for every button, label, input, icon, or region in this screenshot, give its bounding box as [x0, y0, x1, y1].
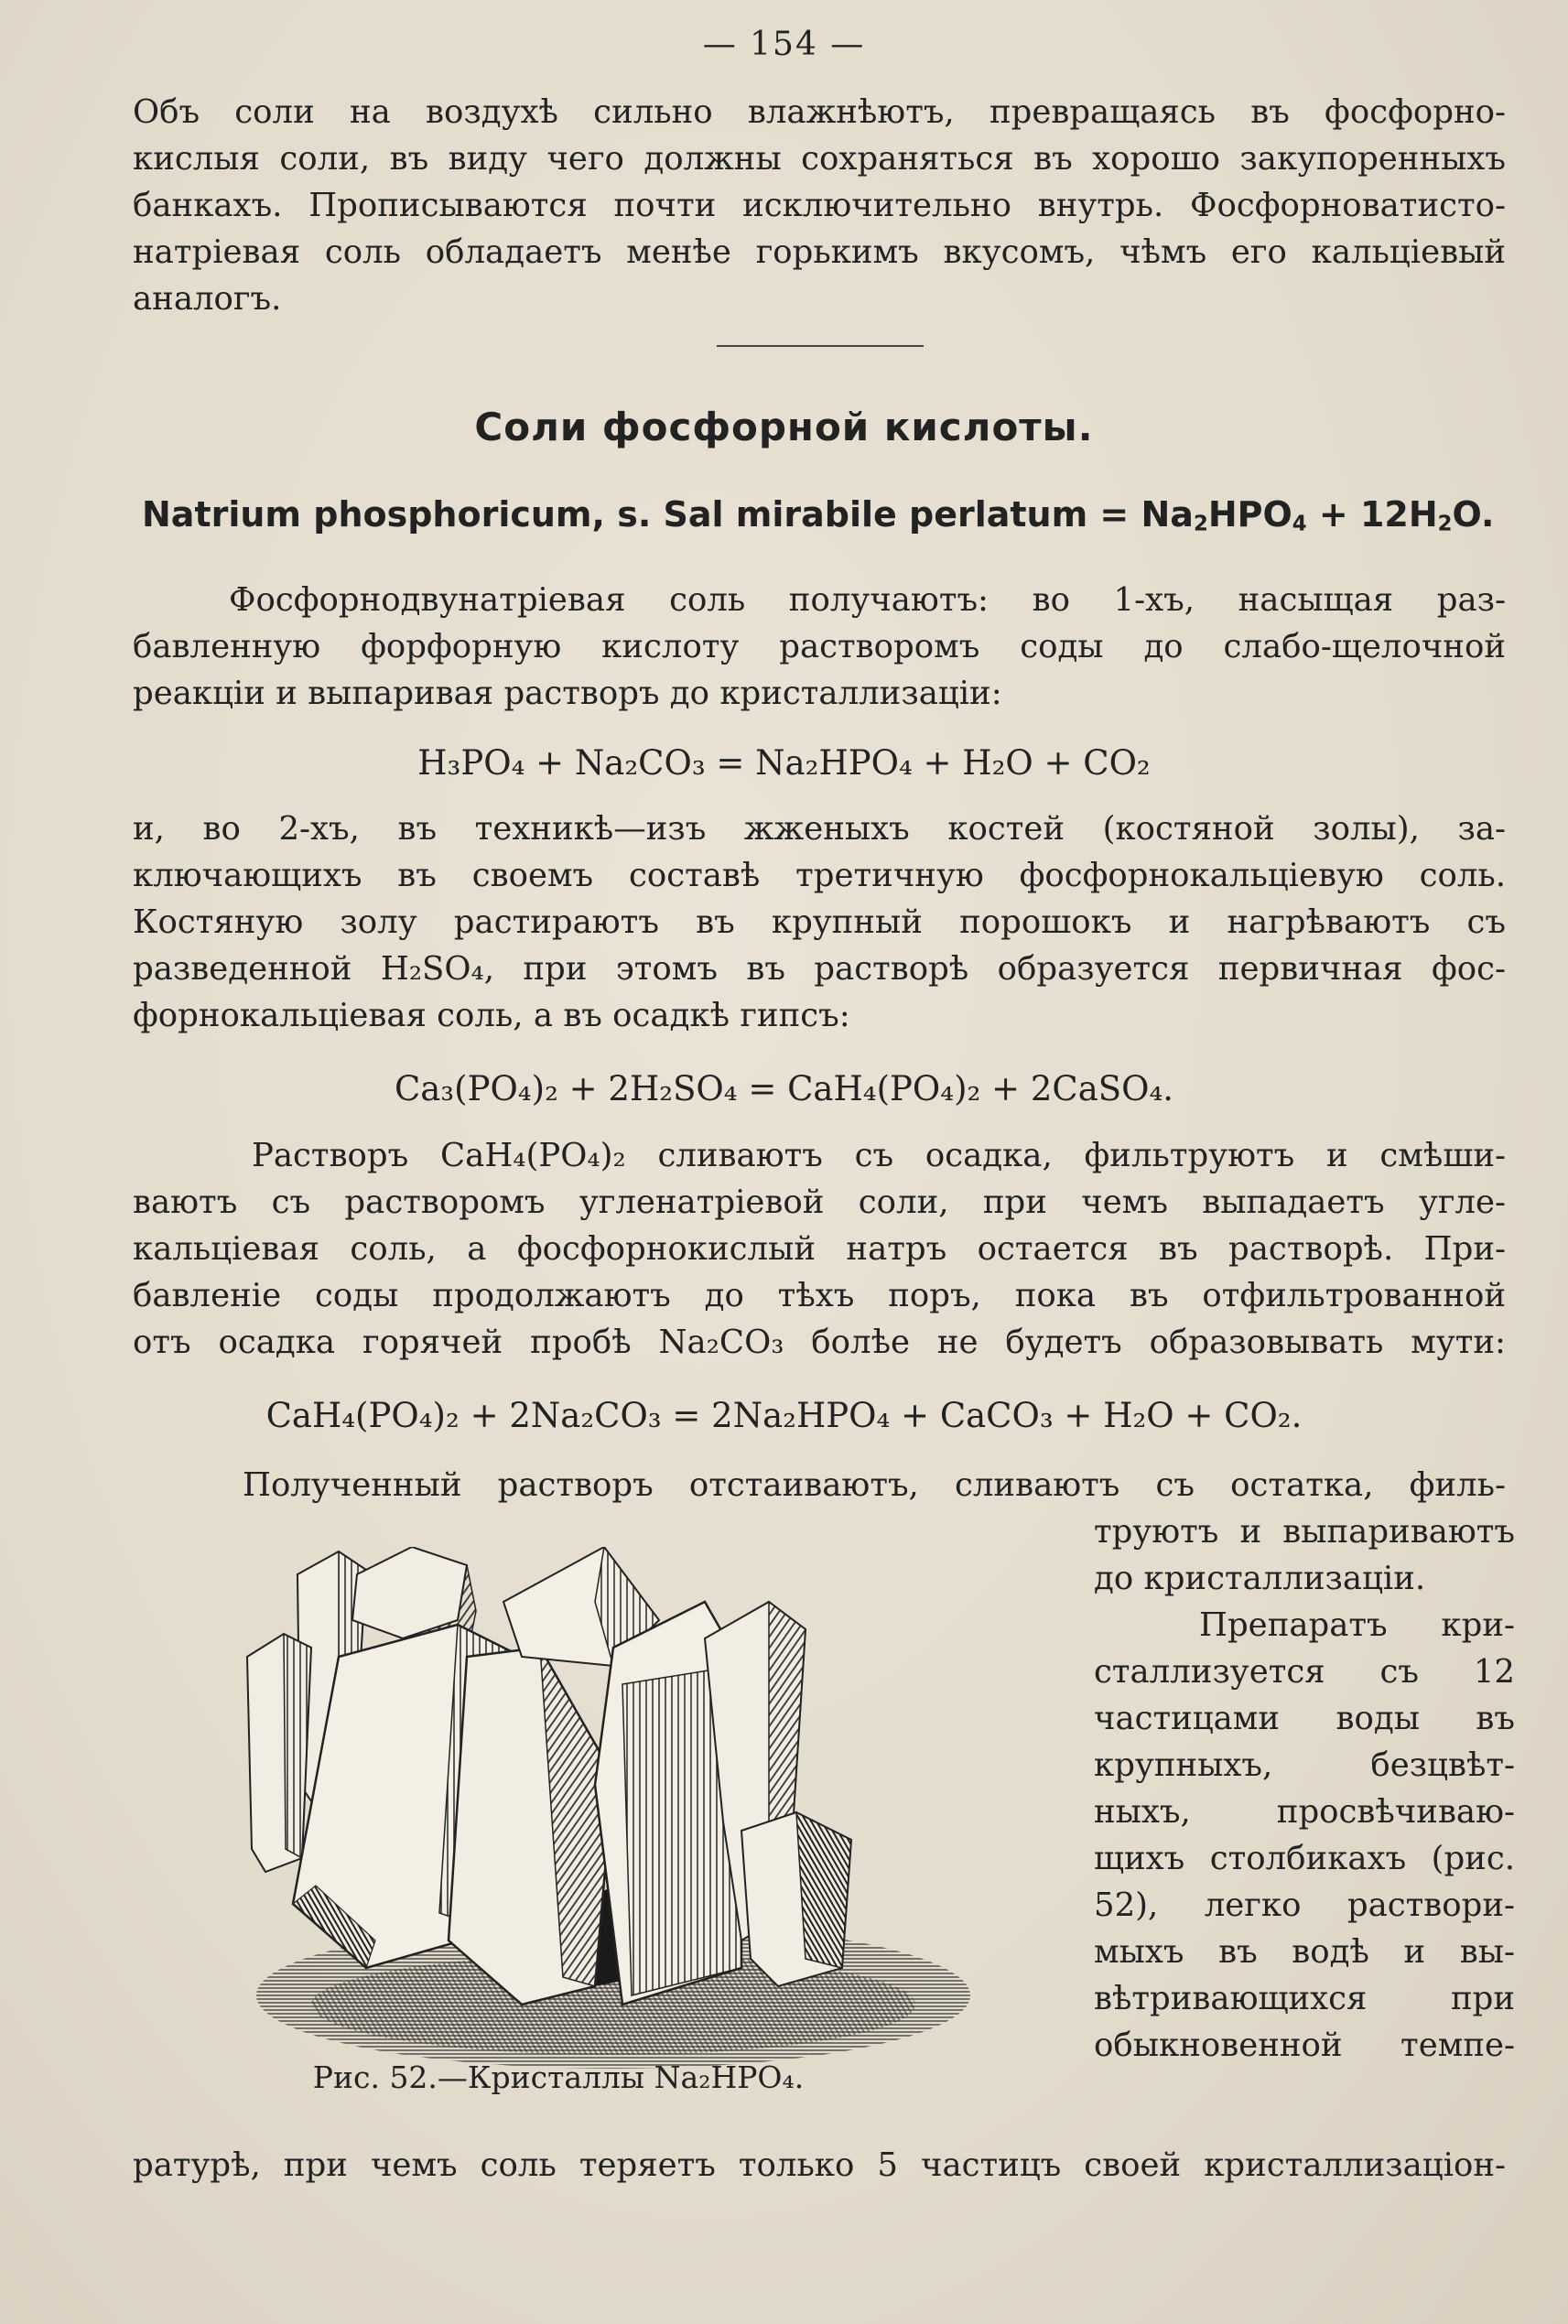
text-line: ваютъ съ растворомъ угленатріевой соли, при чемъ выпадаетъ угле-: [133, 1184, 1506, 1221]
formula-part: + 12H: [1306, 494, 1438, 535]
text-line: аналогъ.: [133, 280, 282, 318]
text-line: ключающихъ въ своемъ составѣ третичную фосфорнокальціевую соль.: [133, 857, 1506, 894]
text-line: труютъ и выпариваютъ: [1094, 1513, 1515, 1551]
formula-part: = Na: [1087, 494, 1194, 535]
paragraph-crystallization-start: [133, 1462, 1506, 1508]
text-line: бавленную форфорную кислоту растворомъ соды до слабо-щелочной: [133, 628, 1506, 665]
formula-subscript: 2: [1437, 512, 1453, 536]
text-line: Фосфорнодвунатріевая соль получаютъ: во 1-хъ, насыщая раз-: [229, 581, 1506, 619]
crystal-cluster-engraving-icon: [229, 1547, 1016, 2078]
formula-part: HPO: [1207, 494, 1292, 535]
text-line: кальціевая соль, а фосфорнокислый натръ остается въ растворѣ. При-: [133, 1230, 1506, 1268]
text-line: сталлизуется съ 12: [1094, 1653, 1515, 1691]
text-line: щихъ столбикахъ (рис.: [1094, 1840, 1515, 1877]
formula-part: O.: [1452, 494, 1495, 535]
text-line: ратурѣ, при чемъ соль теряетъ только 5 частицъ своей кристаллизаціон-: [133, 2146, 1506, 2184]
text-line: Костяную золу растираютъ въ крупный порошокъ и нагрѣваютъ съ: [133, 903, 1506, 941]
text-line: Полученный растворъ отстаиваютъ, сливаютъ съ остатка, филь-: [243, 1466, 1506, 1504]
paragraph-crystallization-end: [133, 2142, 1506, 2189]
section-title: Соли фосфорной кислоты.: [474, 405, 1094, 449]
text-line: ныхъ, просвѣчиваю-: [1094, 1793, 1515, 1831]
page-number: — 154 —: [702, 26, 866, 63]
text-line: вѣтривающихся при: [1094, 1980, 1515, 2017]
text-line: частицами воды въ: [1094, 1700, 1515, 1737]
text-line: бавленіе соды продолжаютъ до тѣхъ поръ, пока въ отфильтрованной: [133, 1277, 1506, 1314]
text-line: отъ осадка горячей пробѣ Na₂CO₃ болѣе не будетъ образовывать мути:: [133, 1324, 1506, 1361]
substance-heading: [142, 494, 1497, 536]
text-line: до кристаллизаціи.: [1094, 1560, 1426, 1597]
text-line: мыхъ въ водѣ и вы-: [1094, 1933, 1515, 1971]
section-divider: [717, 345, 924, 347]
paragraph-filtering: [133, 1132, 1506, 1366]
paragraph-crystallization-side: [1094, 1508, 1515, 2069]
text-line: и, во 2-хъ, въ техникѣ—изъ жженыхъ костей (костяной золы), за-: [133, 810, 1506, 848]
formula-subscript: 2: [1193, 512, 1208, 536]
text-line: банкахъ. Прописываются почти исключительно внутрь. Фосфорноватисто-: [133, 187, 1506, 224]
equation-3: CaH₄(PO₄)₂ + 2Na₂CO₃ = 2Na₂HPO₄ + CaCO₃ + H₂O + CO₂.: [265, 1396, 1303, 1435]
text-line: натріевая соль обладаетъ менѣе горькимъ вкусомъ, чѣмъ его кальціевый: [133, 233, 1506, 271]
text-line: крупныхъ, безцвѣт-: [1094, 1746, 1515, 1784]
paragraph-preparation-2: [133, 805, 1506, 1039]
paragraph-preparation-1: [133, 577, 1506, 717]
text-line: 52), легко раствори-: [1094, 1886, 1515, 1924]
equation-1: H₃PO₄ + Na₂CO₃ = Na₂HPO₄ + H₂O + CO₂: [417, 743, 1151, 783]
text-line: кислыя соли, въ виду чего должны сохраняться въ хорошо закупоренныхъ: [133, 140, 1506, 178]
formula-subscript: 4: [1292, 512, 1307, 536]
figure-caption: Рис. 52.—Кристаллы Na₂HPO₄.: [312, 2059, 805, 2095]
text-line: Препаратъ кри-: [1199, 1606, 1515, 1644]
text-line: реакціи и выпаривая растворъ до кристаллизаціи:: [133, 675, 1002, 712]
text-line: форнокальціевая соль, а въ осадкѣ гипсъ:: [133, 997, 850, 1034]
text-line: разведенной H₂SO₄, при этомъ въ растворѣ образуется первичная фос-: [133, 950, 1506, 988]
text-line: обыкновенной темпе-: [1094, 2027, 1515, 2064]
substance-name: Natrium phosphoricum, s. Sal mirabile perlatum: [142, 494, 1088, 535]
intro-paragraph: [133, 89, 1506, 322]
text-line: Растворъ CaH₄(PO₄)₂ сливаютъ съ осадка, фильтруютъ и смѣши-: [252, 1137, 1506, 1174]
text-line: Объ соли на воздухѣ сильно влажнѣютъ, превращаясь въ фосфорно-: [133, 93, 1506, 131]
equation-2: Ca₃(PO₄)₂ + 2H₂SO₄ = CaH₄(PO₄)₂ + 2CaSO₄.: [394, 1069, 1174, 1108]
